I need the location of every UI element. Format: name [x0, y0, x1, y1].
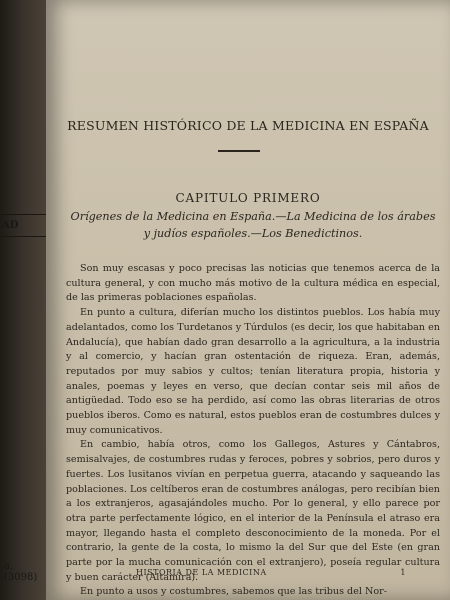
chapter-heading: CAPITULO PRIMERO — [175, 191, 321, 205]
adjacent-page-text-fragment: AD — [2, 220, 19, 231]
page-number: 1 — [400, 568, 406, 577]
paragraph: En punto a cultura, diferían mucho los distintos pueblos. Los había muy adelantados, como los Turdetanos y Túrdulos (es decir, los que habitaban en Andalucía), que habían dado gran desarrollo a la agricultura, a la industria y al comercio, y hacían gran ostentación de riqueza. Eran, además, reputados por muy sabios y cultos; tenían literatura propia, historia y anales, poemas y leyes en verso, que decían contar seis mil años de antigüedad. Todo eso se ha perdido, así como las obras literarias de otros pueblos iberos. Como es natural, estos pueblos eran de costumbres dulces y muy comunicativos. — [66, 307, 440, 436]
page-footer — [66, 568, 440, 580]
body-text — [66, 262, 440, 600]
book-page — [46, 0, 450, 600]
paragraph: En cambio, había otros, como los Gallegos, Astures y Cántabros, semisalvajes, de costumbres rudas y feroces, pobres y sobrios, pero duros y fuertes. Los lusitanos vivían en perpetua guerra, atacando y saqueando las poblaciones. Los celtíberos eran de costumbres análogas, pero recibían bien a los extranjeros, agasajándoles mucho. Por lo general, y ello parece por otra parte perfectamente lógico, en el interior de la Península el atraso era mayor, llegando hasta el completo desconocimiento de la moneda. Por el contrario, la gente de la costa, lo mismo la del Sur que del Este (en gran parte por la mucha comunicación con el extranjero), poseía regular cultura y buen carácter (Altamira). — [66, 439, 440, 583]
paragraph: Son muy escasas y poco precisas las noticias que tenemos acerca de la cultura general, y con mucho más motivo de la cultura médica en especial, de las primeras poblaciones españolas. — [66, 263, 440, 304]
paragraph: En punto a usos y costumbres, sabemos que las tribus del Nor- — [80, 586, 387, 598]
title-divider — [218, 150, 260, 152]
adjacent-page-edge — [0, 0, 46, 600]
chapter-subtitle: Orígenes de la Medicina en España.—La Medicina de los árabes y judíos españoles.—Los Benedictinos. — [70, 210, 436, 240]
adjacent-page-footer-fragment: a. (3098) — [4, 561, 38, 583]
footer-running-title: HISTORIA DE LA MEDICINA — [136, 568, 267, 577]
page-title: RESUMEN HISTÓRICO DE LA MEDICINA EN ESPAÑA — [67, 118, 429, 133]
